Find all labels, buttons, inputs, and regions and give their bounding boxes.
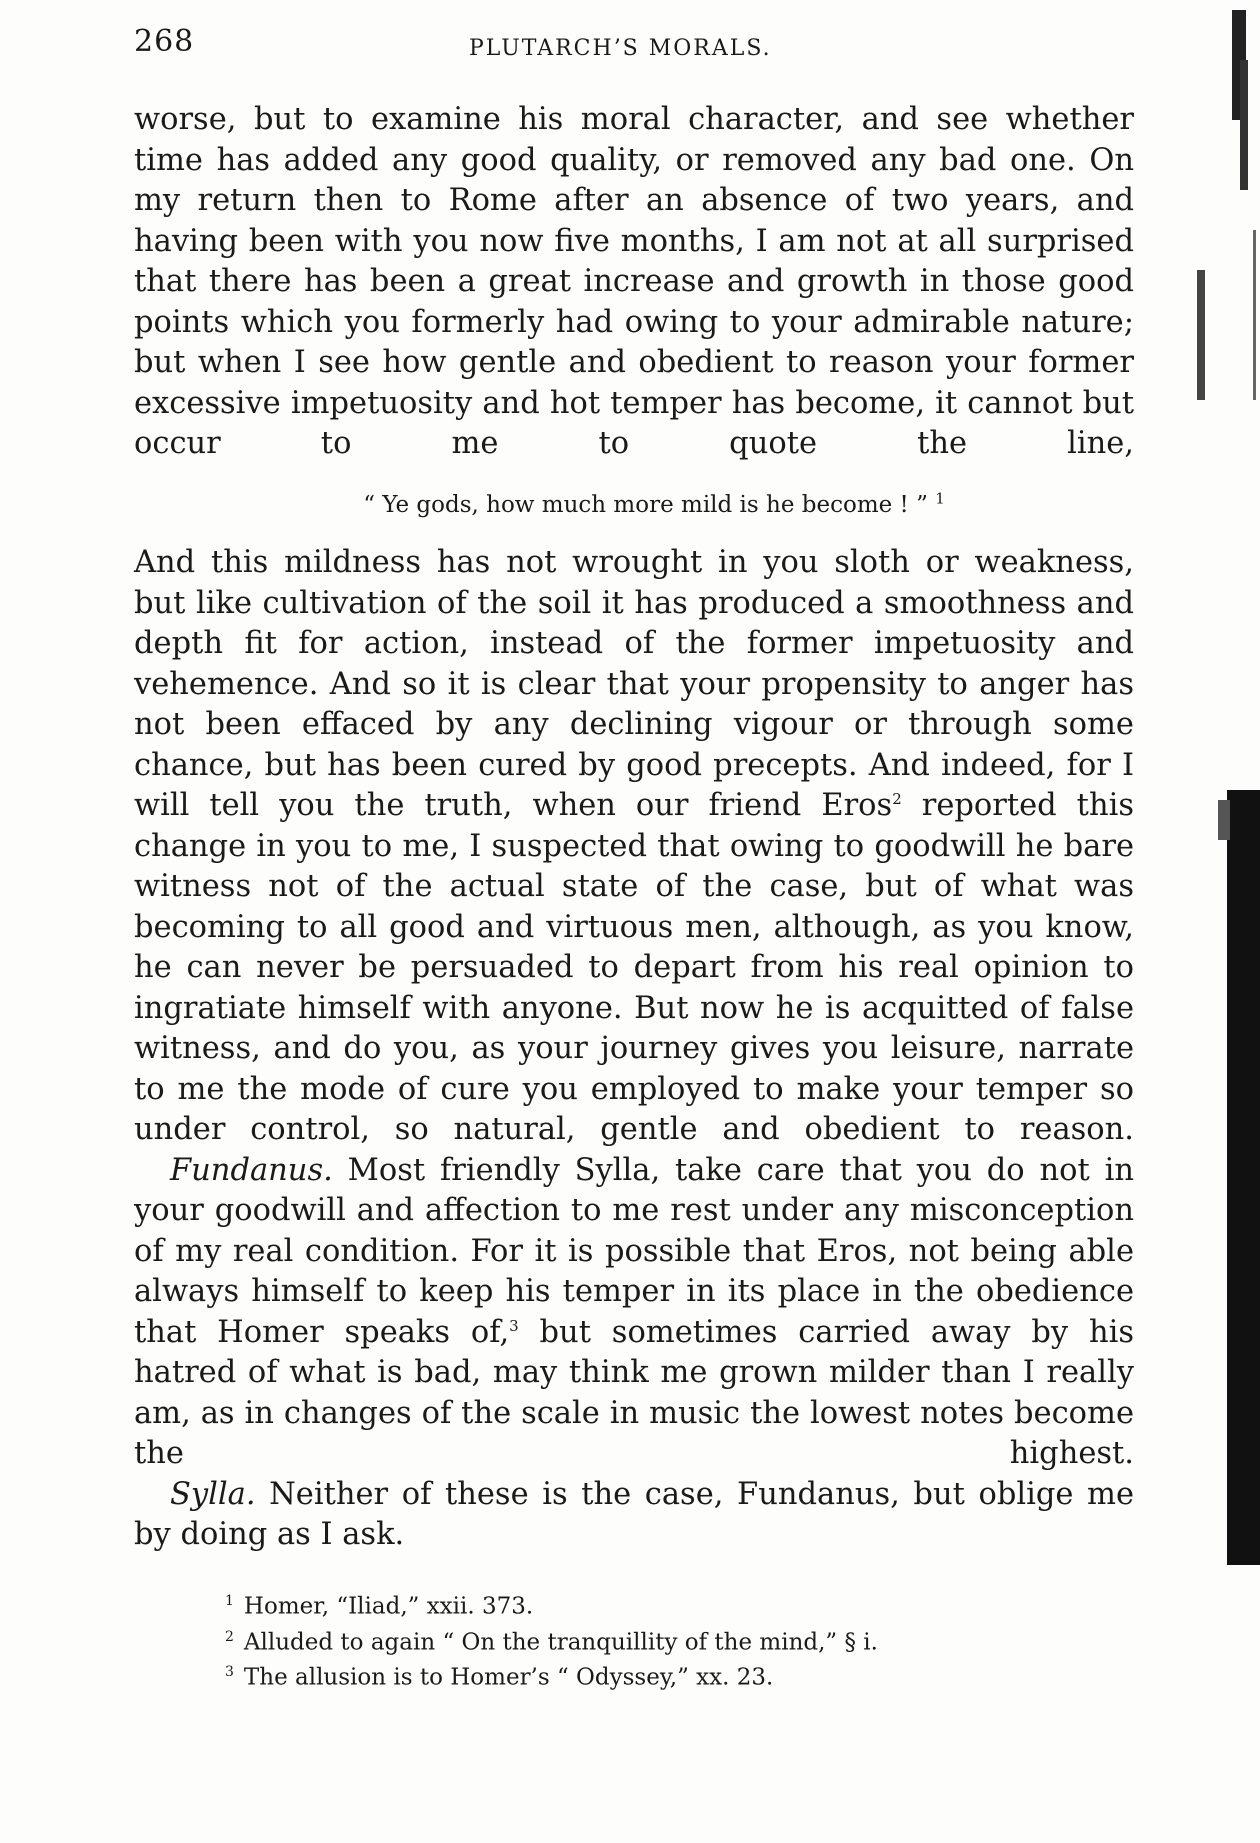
footnote-text: The allusion is to Homer’s “ Odyssey,” xx. 23. bbox=[243, 1664, 774, 1691]
speaker-name: Fundanus. bbox=[170, 1152, 333, 1188]
paragraph-text: but sometimes carried away by his hatred of what is bad, may think me grown milder than I really am, as in changes of the scale in music the lowest notes become the highest. bbox=[134, 1314, 1134, 1471]
footnote-ref: 2 bbox=[892, 789, 902, 808]
footnote-ref: 3 bbox=[509, 1316, 519, 1335]
footnotes bbox=[225, 1586, 1045, 1693]
paragraph bbox=[134, 543, 1134, 1151]
scan-edge-mark bbox=[1240, 60, 1248, 190]
scan-edge-mark bbox=[1197, 270, 1205, 400]
paragraph bbox=[134, 100, 1134, 465]
scan-edge-mark bbox=[1227, 790, 1260, 1565]
footnote-mark: 3 bbox=[225, 1664, 234, 1681]
scan-edge-mark bbox=[1253, 230, 1256, 400]
scan-edge-mark bbox=[1218, 800, 1230, 840]
paragraph-text: reported this change in you to me, I suspected that owing to goodwill he bare witness not of the actual state of the case, but of what was becoming to all good and virtuous men, although, as you know, he can never be persuaded to depart from his real opinion to ingratiate himself with anyone. But now he is acquitted of false witness, and do you, as your journey gives you leisure, narrate to me the mode of cure you employed to make your temper so under control, so natural, gentle and obedient to reason. bbox=[134, 788, 1134, 1147]
paragraph-text: Most friendly Sylla, take care that you do not in your goodwill and affection to me rest under any misconception of my real condition. For it is possible that Eros, not being able always himself to keep his temper in its place in the obedience that Homer speaks of, bbox=[134, 1152, 1134, 1350]
dialogue-paragraph bbox=[134, 1475, 1134, 1556]
footnote bbox=[225, 1622, 1045, 1658]
footnote-text: Homer, “Iliad,” xxii. 373. bbox=[243, 1593, 534, 1620]
paragraph-text: And this mildness has not wrought in you sloth or weakness, but like cultivation of the soil it has produced a smoothness and depth fit for action, instead of the former impetuosity and vehemence. And so it is clear that your propensity to anger has not been effaced by any declining vigour or through some chance, but has been cured by good precepts. And indeed, for I will tell you the truth, when our friend Eros bbox=[134, 545, 1134, 823]
footnote bbox=[225, 1586, 1045, 1622]
footnote-ref: 1 bbox=[935, 488, 945, 507]
footnote-mark: 2 bbox=[225, 1628, 234, 1645]
footnote-text: Alluded to again “ On the tranquillity of the mind,” § i. bbox=[243, 1629, 878, 1656]
dialogue-paragraph bbox=[134, 1151, 1134, 1475]
paragraph-text: Neither of these is the case, Fundanus, but oblige me by doing as I ask. bbox=[134, 1476, 1134, 1552]
body-text bbox=[134, 100, 1134, 1556]
verse-quotation bbox=[134, 485, 1134, 526]
page-header bbox=[134, 18, 1124, 68]
paragraph-text: worse, but to examine his moral character, and see whether time has added any good quality, or removed any bad one. On my return then to Rome after an absence of two years, and having been with you now five months, I am not at all surprised that there has been a great increase and growth in those good points which you formerly had owing to your admirable nature; but when I see how gentle and obedient to reason your former excessive impetuosity and hot temper has become, it cannot but occur to me to quote the line, bbox=[134, 102, 1134, 461]
running-head: PLUTARCH’S MORALS. bbox=[469, 36, 772, 61]
footnote-mark: 1 bbox=[225, 1593, 234, 1609]
footnote bbox=[225, 1657, 1045, 1693]
speaker-name: Sylla. bbox=[170, 1476, 256, 1512]
page-number: 268 bbox=[134, 24, 195, 59]
quotation-text: “ Ye gods, how much more mild is he become ! ” bbox=[363, 491, 928, 518]
